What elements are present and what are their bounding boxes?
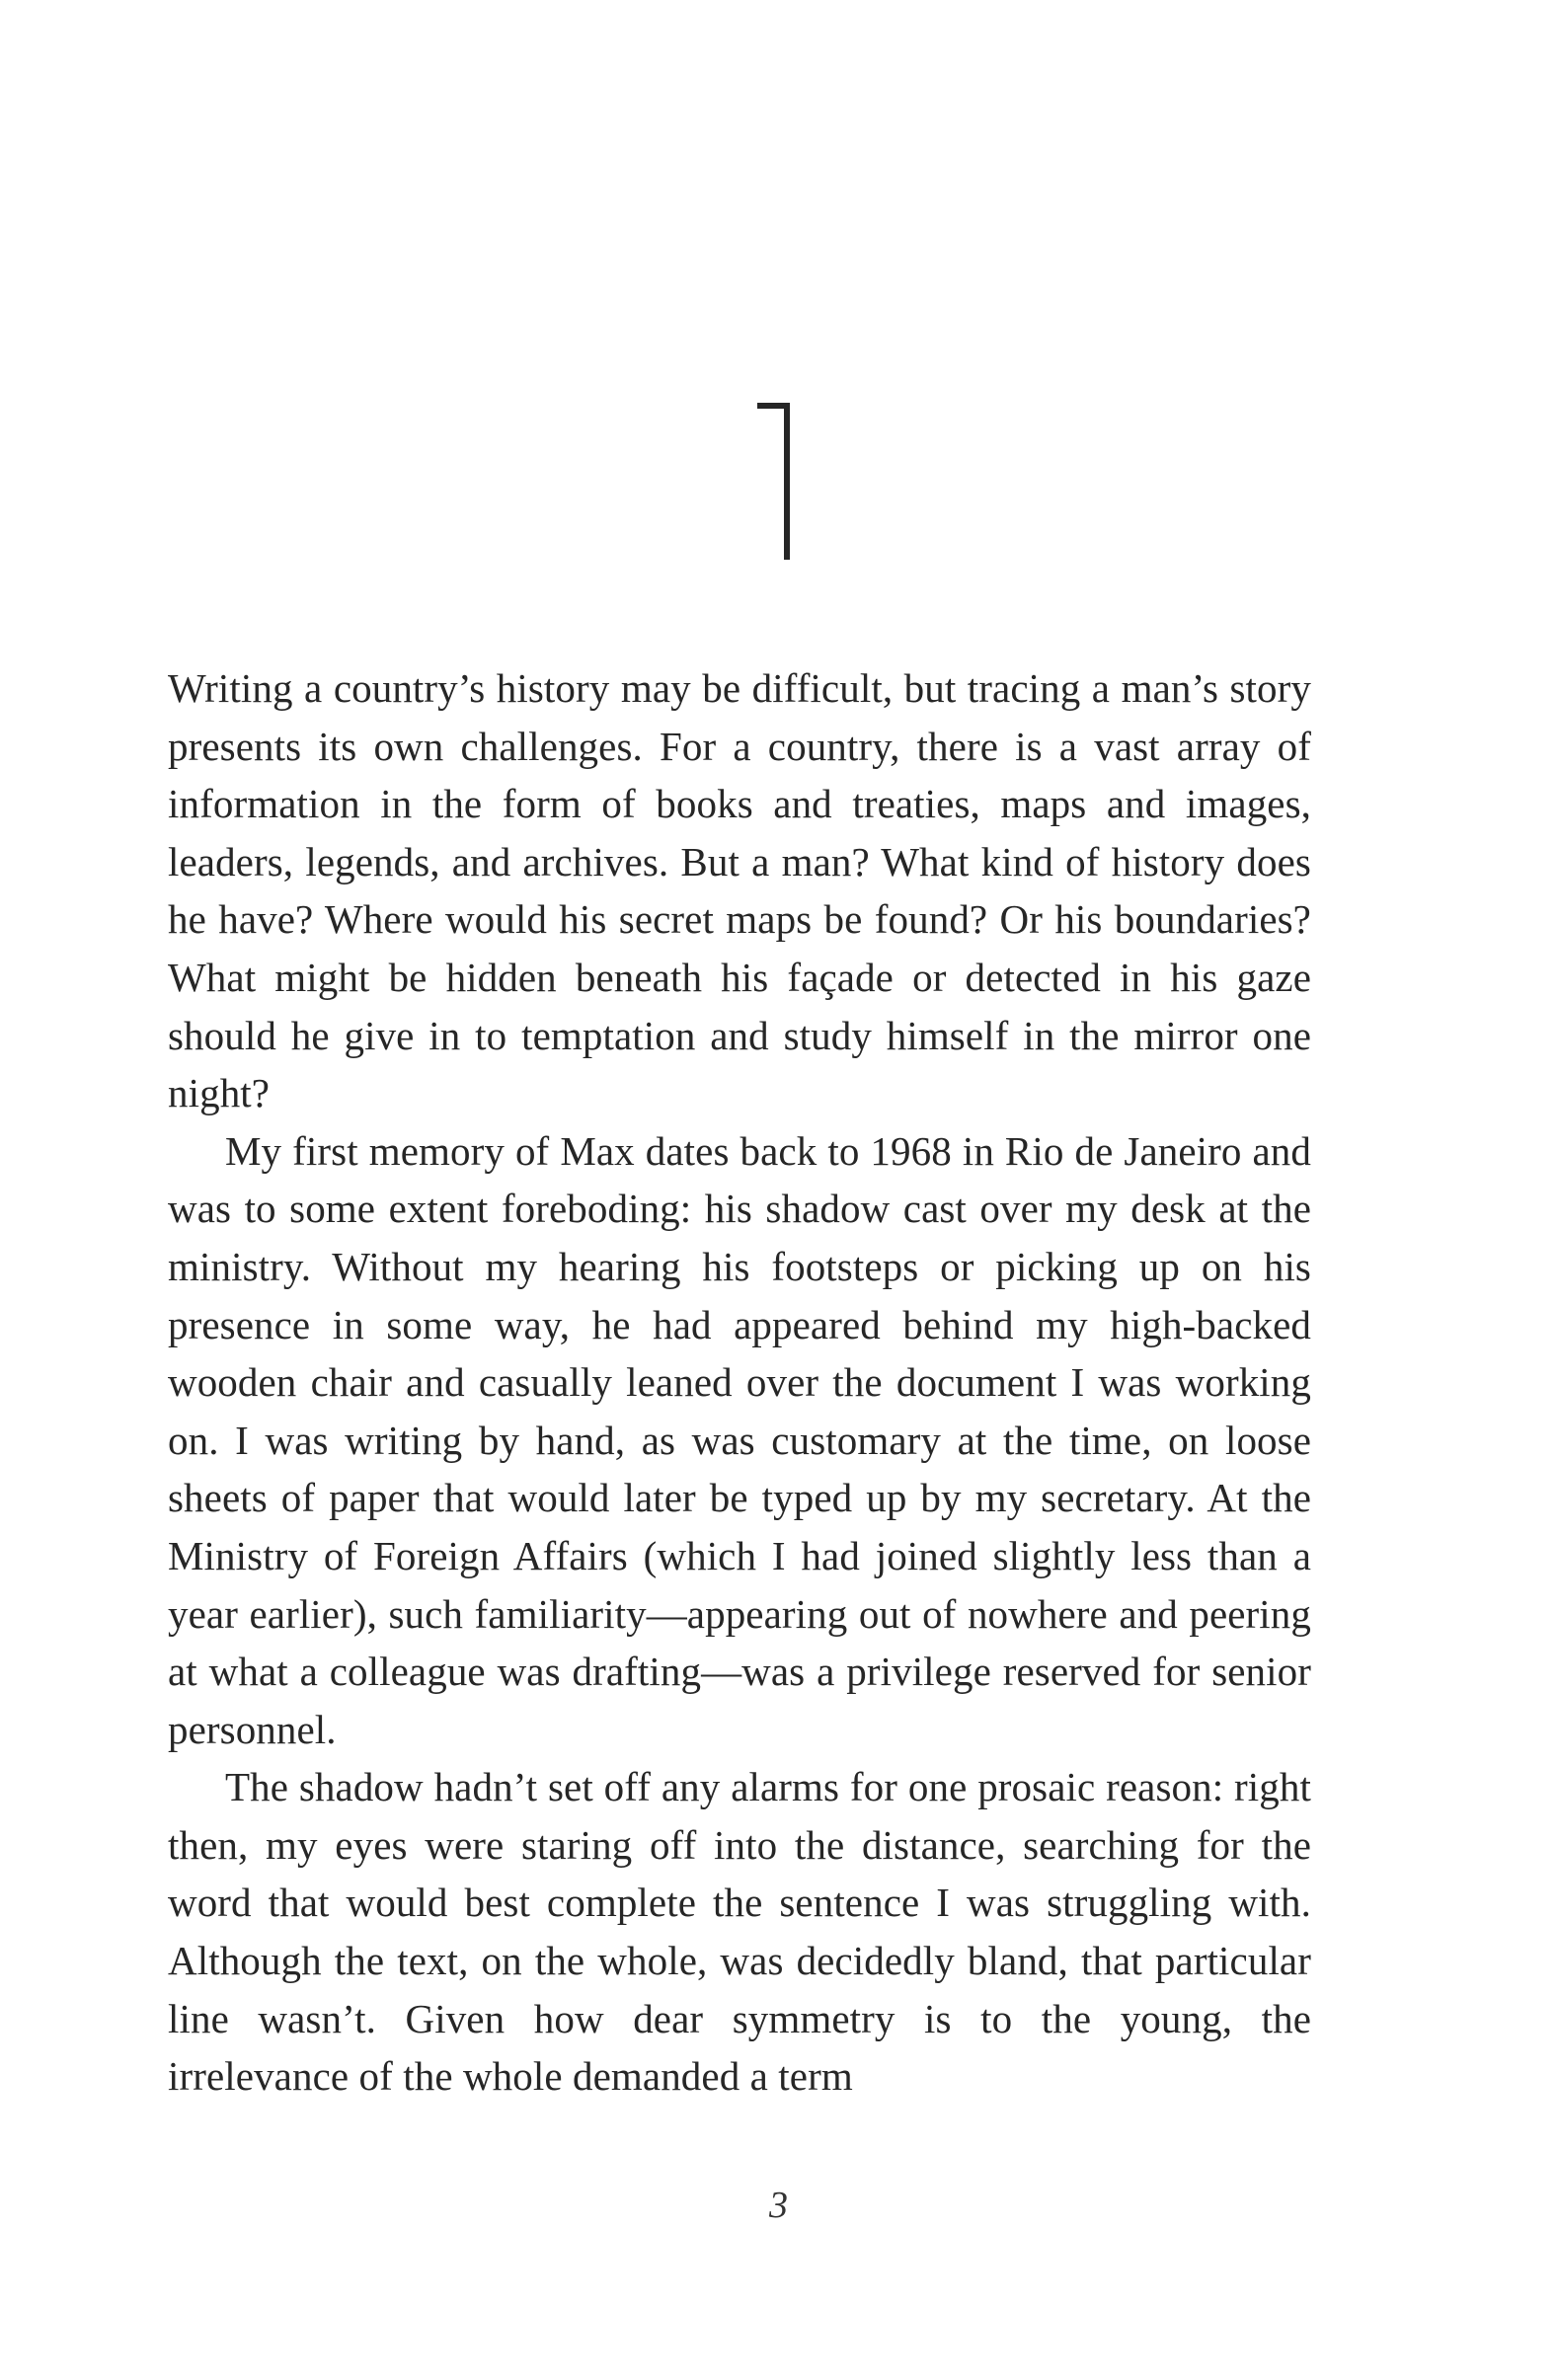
paragraph-2: My first memory of Max dates back to 1968 in Rio de Janeiro and was to some extent foreboding: his shadow cast over my desk at the ministry. Without my hearing his footsteps or picking up on his presence in some way, he had appeared behind my high-backed wooden chair and casually leaned over the document I was working on. I was writing by hand, as was customary at the time, on loose sheets of paper that would later be typed up by my secretary. At the Ministry of Foreign Affairs (which I had joined slightly less than a year earlier), such familiarity—appearing out of nowhere and peering at what a colleague was drafting—was a privilege reserved for senior personnel. — [168, 1127, 1311, 1752]
chapter-number-glyph — [749, 400, 809, 568]
page-number: 3 — [769, 2185, 788, 2226]
paragraph-1: Writing a country’s history may be difficult, but tracing a man’s story presents its own challenges. For a country, there is a vast array of information in the form of books and treaties, maps and images, leaders, legends, and archives. But a man? What kind of history does he have? Where would his secret maps be found? Or his boundaries? What might be hidden beneath his façade or detected in his gaze should he give in to temptation and study himself in the mirror one night? — [168, 665, 1311, 1116]
chapter-heading — [0, 400, 1557, 568]
paragraph-3: The shadow hadn’t set off any alarms for one prosaic reason: right then, my eyes were staring off into the distance, searching for the word that would best complete the sentence I was struggling with. Although the text, on the whole, was decidedly bland, that particular line wasn’t. Given how dear symmetry is to the young, the irrelevance of the whole demanded a term — [168, 1764, 1311, 2100]
chapter-body — [168, 659, 1311, 2106]
